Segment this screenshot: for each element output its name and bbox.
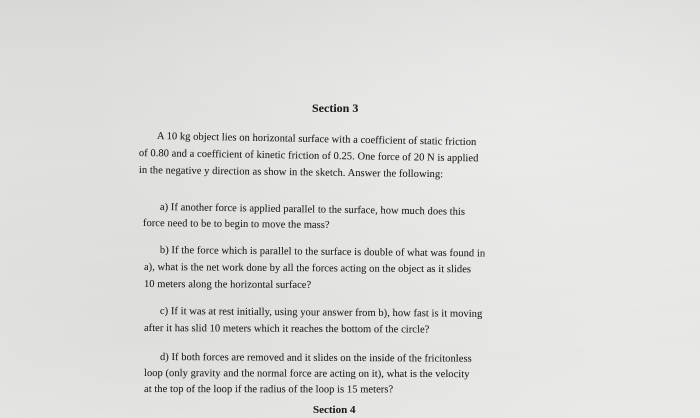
next-section-title: Section 4 <box>313 404 356 416</box>
question-a-line-1: a) If another force is applied parallel to the surface, how much does this <box>159 202 466 218</box>
question-a-line-2: force need to be to begin to move the mass? <box>142 218 330 231</box>
question-c-line-1: c) If it was at rest initially, using your answer from b), how fast is it moving <box>159 306 483 320</box>
question-c-line-2: after it has slid 10 meters which it reaches the bottom of the circle? <box>143 323 430 336</box>
intro-line-1: A 10 kg object lies on horizontal surface with a coefficient of static friction <box>156 131 477 149</box>
section-title: Section 3 <box>312 101 359 115</box>
intro-line-3: in the negative y direction as show in the sketch. Answer the following: <box>138 165 444 181</box>
question-d-line-2: loop (only gravity and the normal force are acting on it), what is the velocity <box>143 368 470 381</box>
question-b-line-2: a), what is the net work done by all the forces acting on the object as it slides <box>143 262 472 276</box>
question-d-line-3: at the top of the loop if the radius of the loop is 15 meters? <box>143 384 394 396</box>
question-d-line-1: d) If both forces are removed and it slides on the inside of the fricitonless <box>159 352 472 365</box>
question-b-line-3: 10 meters along the horizontal surface? <box>143 279 312 291</box>
question-b-line-1: b) If the force which is parallel to the surface is double of what was found in <box>159 245 486 260</box>
intro-line-2: of 0.80 and a coefficient of kinetic friction of 0.25. One force of 20 N is applied <box>138 148 479 165</box>
